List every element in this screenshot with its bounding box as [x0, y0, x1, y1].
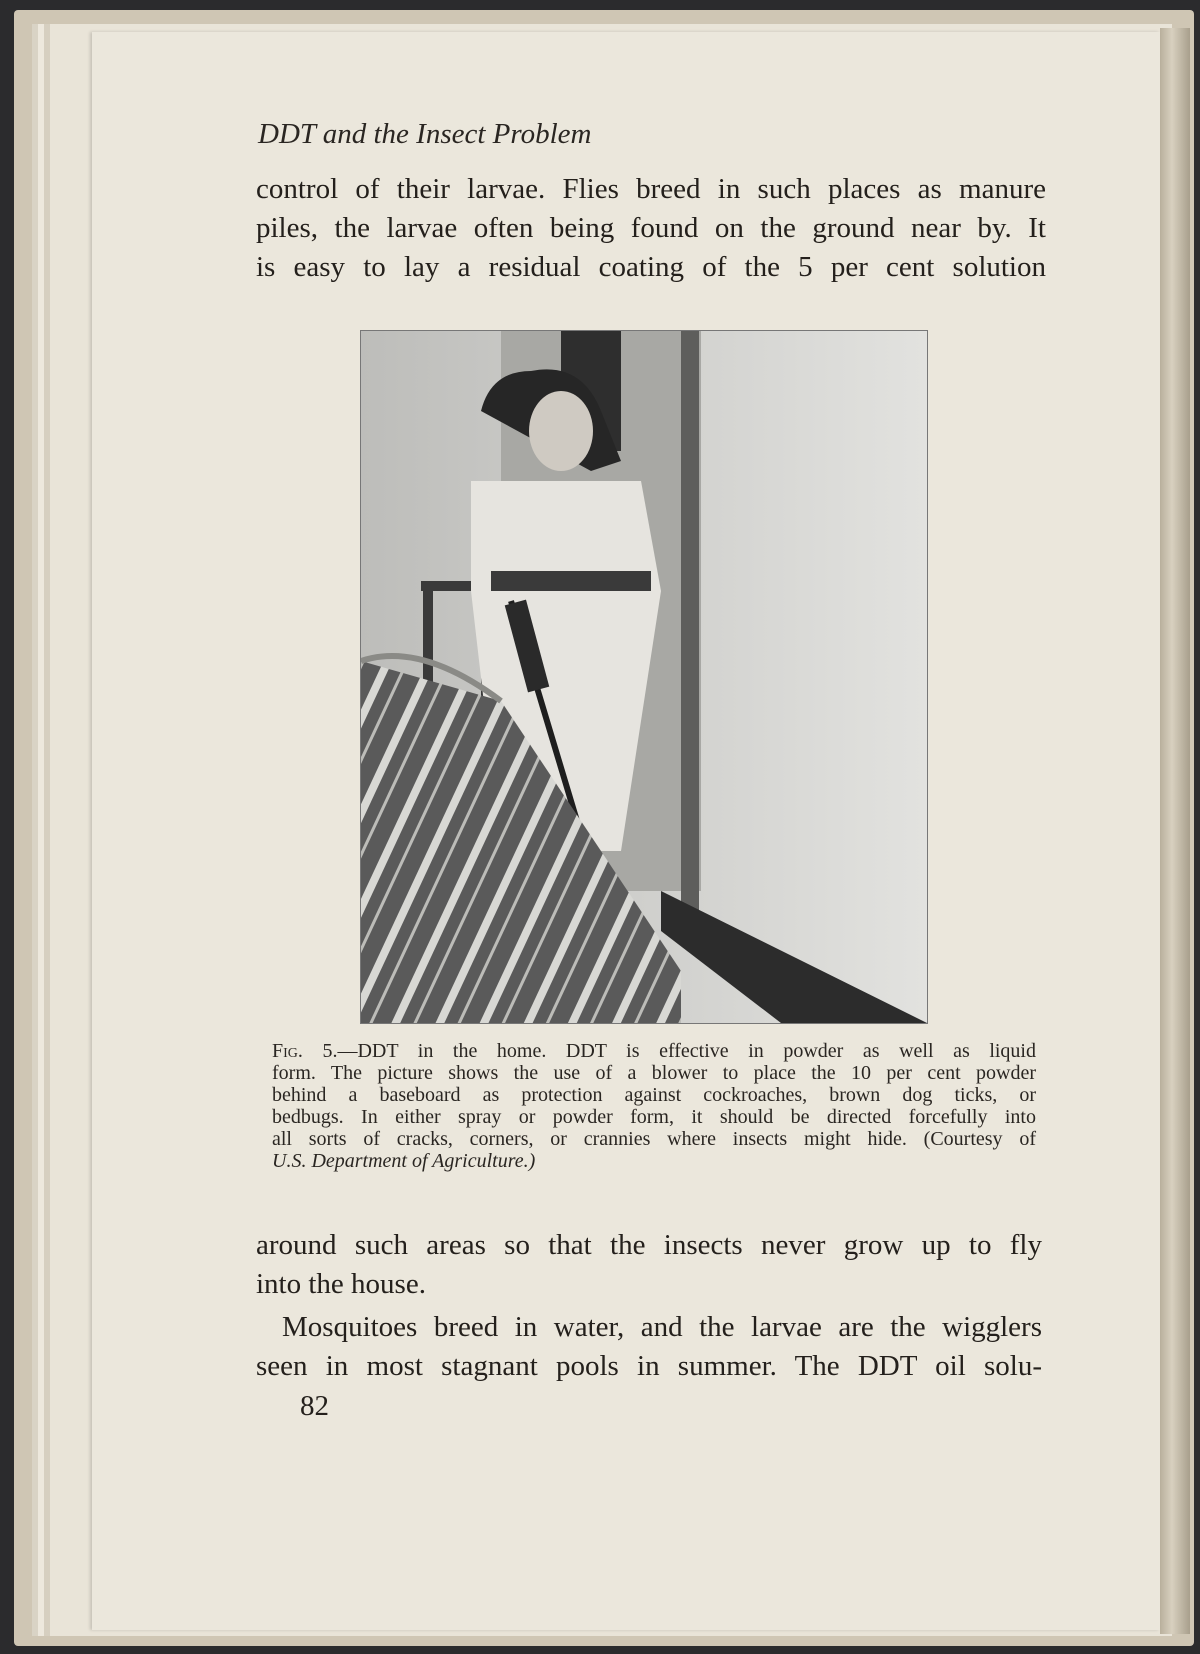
caption-line: bedbugs. In either spray or powder form, it should be directed forcefully into — [272, 1106, 1036, 1128]
text-line: piles, the larvae often being found on the ground near by. It — [256, 212, 1046, 244]
photo-woman-with-blower — [361, 331, 927, 1023]
caption-line: form. The picture shows the use of a blower to place the 10 per cent powder — [272, 1062, 1036, 1084]
running-head: DDT and the Insect Problem — [258, 118, 592, 150]
figure-caption — [272, 1040, 1036, 1172]
text-line: control of their larvae. Flies breed in such places as manure — [256, 173, 1046, 205]
page-number: 82 — [300, 1390, 329, 1422]
text-line: seen in most stagnant pools in summer. The DDT oil solu- — [256, 1350, 1042, 1382]
text-line: Mosquitoes breed in water, and the larvae are the wigglers — [282, 1311, 1042, 1343]
top-paragraph — [256, 170, 1046, 287]
figure-photo — [360, 330, 928, 1024]
bottom-paragraph-1 — [256, 1226, 1042, 1304]
text-line: into the house. — [256, 1268, 426, 1300]
text-line: around such areas so that the insects never grow up to fly — [256, 1229, 1042, 1261]
caption-line: behind a baseboard as protection against cockroaches, brown dog ticks, or — [272, 1084, 1036, 1106]
bottom-paragraph-2 — [256, 1308, 1042, 1386]
caption-line: all sorts of cracks, corners, or crannies where insects might hide. (Courtesy of — [272, 1128, 1036, 1150]
caption-line: Fig. 5.—DDT in the home. DDT is effective in powder as well as liquid — [272, 1040, 1036, 1062]
text-line: is easy to lay a residual coating of the 5 per cent solution — [256, 251, 1046, 283]
figure-label: Fig. 5. — [272, 1040, 338, 1062]
caption-line: U.S. Department of Agriculture.) — [272, 1150, 536, 1172]
book-gutter — [1160, 28, 1190, 1634]
